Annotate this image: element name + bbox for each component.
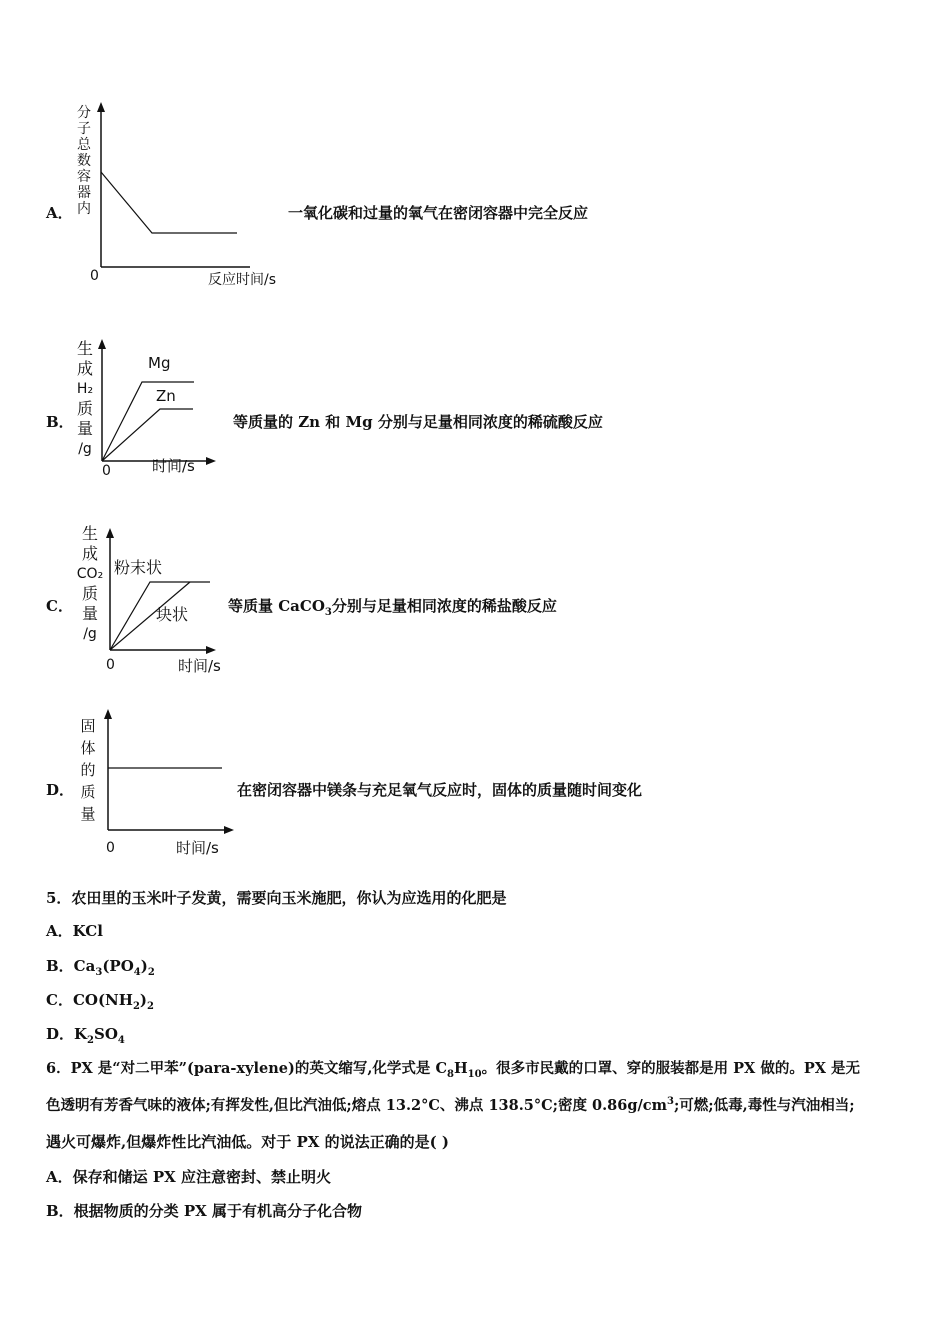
q5-d-mid: SO <box>94 1025 118 1043</box>
q6-line-3: 遇火可爆炸,但爆炸性比汽油低。对于 PX 的说法正确的是( ) <box>46 1133 450 1151</box>
q6-option-b: B．根据物质的分类 PX 属于有机高分子化合物 <box>46 1202 363 1220</box>
q5-c-sub2: 2 <box>147 1001 154 1012</box>
graph-b-y-label-formula: H₂ <box>76 381 94 397</box>
q6-l2-pre: 色透明有芳香气味的液体;有挥发性,但比汽油低;熔点 13.2°C、沸点 138.5°C;密度 0.86g/cm <box>46 1097 667 1114</box>
graph-c-axes <box>70 520 230 680</box>
graph-d-y-label: 固体的质量 <box>80 717 96 823</box>
q5-c-post: ) <box>139 991 148 1009</box>
q5-b-pre: B．Ca <box>46 957 96 975</box>
option-d-description: 在密闭容器中镁条与充足氧气反应时，固体的质量随时间变化 <box>237 781 643 799</box>
graph-c-y-label-bottom: 质量 <box>82 584 99 623</box>
graph-b-curve-1-label: Mg <box>148 354 171 372</box>
q5-option-d <box>46 1023 125 1046</box>
q6-line-2 <box>46 1094 855 1115</box>
graph-d-origin: 0 <box>106 840 115 856</box>
q5-c-sub1: 2 <box>132 1001 140 1012</box>
q6-option-a: A．保存和储运 PX 应注意密封、禁止明火 <box>46 1168 332 1186</box>
graph-d <box>70 705 250 865</box>
q5-option-c <box>46 989 154 1012</box>
q5-d-pre: D．K <box>46 1025 88 1043</box>
graph-a-x-label: 反应时间/s <box>208 272 277 288</box>
graph-c-y-unit: /g <box>83 626 97 642</box>
graph-a-origin: 0 <box>90 268 99 284</box>
graph-a-y-label: 分子总数容器内 <box>77 105 91 217</box>
q6-line-1 <box>46 1057 860 1080</box>
q5-b-sub2: 4 <box>133 967 141 978</box>
q6-l1-pre: 6．PX 是“对二甲苯”(para-xylene)的英文缩写,化学式是 C <box>46 1060 447 1077</box>
option-c-letter: C． <box>46 597 73 615</box>
q5-d-sub1: 2 <box>87 1035 95 1046</box>
q5-d-sub2: 4 <box>117 1035 125 1046</box>
graph-b-x-label: 时间/s <box>152 457 195 475</box>
q5-stem: 5．农田里的玉米叶子发黄，需要向玉米施肥，你认为应选用的化肥是 <box>46 889 507 907</box>
q5-b-mid: (PO <box>102 957 134 975</box>
graph-b-y-label-top: 生成 <box>77 339 94 378</box>
q6-l1-sub2: 10 <box>467 1068 482 1080</box>
graph-a <box>70 100 300 300</box>
q6-l1-post: 。很多市民戴的口罩、穿的服装都是用 PX 做的。PX 是无 <box>481 1060 861 1077</box>
q6-l1-mid: H <box>453 1060 468 1077</box>
q5-c-pre: C．CO(NH <box>46 991 133 1009</box>
q6-l1-sub1: 8 <box>447 1068 454 1080</box>
graph-c-curve-2-label: 块状 <box>156 605 189 624</box>
q5-option-a: A．KCl <box>46 922 103 940</box>
graph-a-curve <box>101 172 237 233</box>
graph-b <box>70 335 230 485</box>
graph-d-x-label: 时间/s <box>176 839 219 857</box>
option-b-letter: B． <box>46 413 74 431</box>
graph-c-y-label-top: 生成 <box>82 524 99 563</box>
q6-l2-sup: 3 <box>666 1096 674 1108</box>
q5-b-sub1: 3 <box>95 967 103 978</box>
graph-c-origin: 0 <box>106 657 115 673</box>
option-d-letter: D． <box>46 781 75 799</box>
option-c-description-sub: 3 <box>324 607 332 618</box>
graph-b-y-unit: /g <box>78 441 92 457</box>
q5-b-post: ) <box>140 957 148 975</box>
q6-l2-post: ;可燃;低毒,毒性与汽油相当; <box>673 1097 855 1114</box>
option-b-description: 等质量的 Zn 和 Mg 分别与足量相同浓度的稀硫酸反应 <box>233 413 603 431</box>
graph-b-y-label-bottom: 质量 <box>77 399 94 438</box>
graph-c <box>70 520 230 680</box>
graph-b-curve-2-label: Zn <box>156 387 176 405</box>
graph-b-origin: 0 <box>102 463 111 479</box>
option-c-description-pre: 等质量 CaCO <box>228 597 325 615</box>
graph-c-y-label-formula: CO₂ <box>76 566 104 582</box>
q5-option-b <box>46 955 155 978</box>
option-a-letter: A． <box>46 204 73 222</box>
graph-c-x-label: 时间/s <box>178 657 221 675</box>
option-a-description: 一氧化碳和过量的氧气在密闭容器中完全反应 <box>288 204 589 222</box>
graph-a-axes <box>70 100 300 300</box>
graph-d-axes <box>70 705 250 865</box>
option-c-description <box>228 595 557 618</box>
q5-b-sub3: 2 <box>147 967 155 978</box>
option-c-description-post: 分别与足量相同浓度的稀盐酸反应 <box>331 597 557 615</box>
graph-c-curve-1-label: 粉末状 <box>114 558 163 577</box>
